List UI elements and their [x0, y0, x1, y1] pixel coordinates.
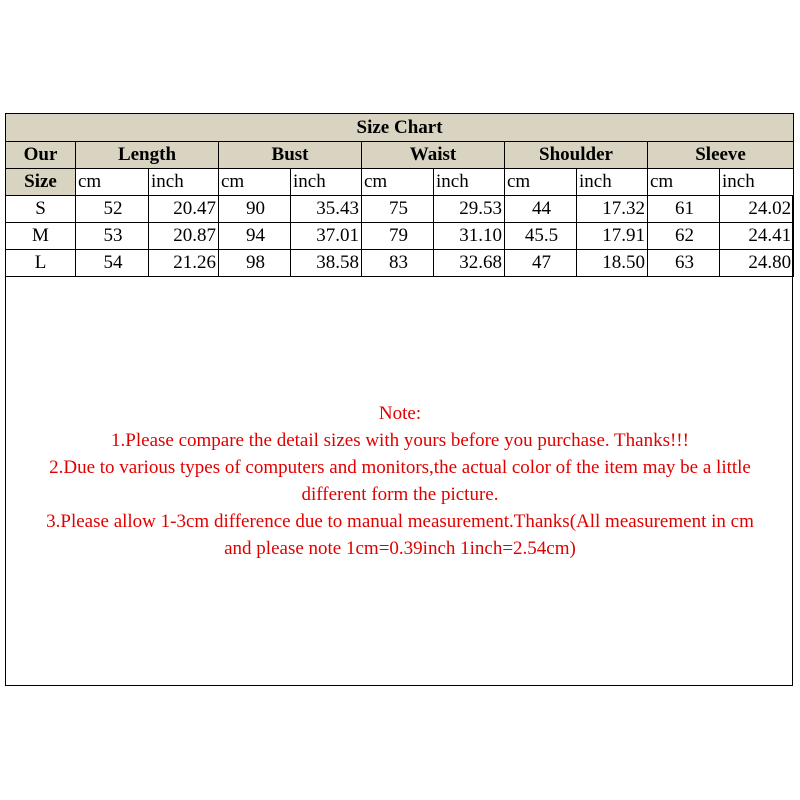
value-cell: 18.50 [577, 250, 648, 277]
size-label: Size [6, 169, 76, 196]
note-block [5, 400, 795, 562]
value-cell: 44 [505, 196, 577, 223]
size-cell: S [6, 196, 76, 223]
value-cell: 24.41 [720, 223, 794, 250]
note-line: 2.Due to various types of computers and monitors,the actual color of the item may be a little [49, 457, 751, 478]
note-heading: Note: [378, 403, 422, 424]
header-row [6, 142, 794, 169]
value-cell: 45.5 [505, 223, 577, 250]
header-waist: Waist [362, 142, 505, 169]
header-sleeve: Sleeve [648, 142, 794, 169]
size-chart-table [5, 113, 794, 277]
value-cell: 35.43 [291, 196, 362, 223]
value-cell: 24.80 [720, 250, 794, 277]
header-bust: Bust [219, 142, 362, 169]
header-length: Length [76, 142, 219, 169]
unit-inch: inch [291, 169, 362, 196]
table-row [6, 223, 794, 250]
value-cell: 62 [648, 223, 720, 250]
unit-cm: cm [76, 169, 149, 196]
table-row [6, 196, 794, 223]
value-cell: 32.68 [434, 250, 505, 277]
value-cell: 29.53 [434, 196, 505, 223]
unit-inch: inch [149, 169, 219, 196]
unit-inch: inch [577, 169, 648, 196]
title-row [6, 114, 794, 142]
value-cell: 20.47 [149, 196, 219, 223]
value-cell: 90 [219, 196, 291, 223]
unit-row [6, 169, 794, 196]
table-title: Size Chart [6, 114, 794, 142]
note-line: 3.Please allow 1-3cm difference due to manual measurement.Thanks(All measurement in cm [46, 511, 754, 532]
unit-cm: cm [648, 169, 720, 196]
unit-cm: cm [362, 169, 434, 196]
value-cell: 75 [362, 196, 434, 223]
value-cell: 38.58 [291, 250, 362, 277]
size-cell: M [6, 223, 76, 250]
value-cell: 20.87 [149, 223, 219, 250]
table-row [6, 250, 794, 277]
value-cell: 61 [648, 196, 720, 223]
note-line: different form the picture. [301, 484, 499, 505]
value-cell: 17.32 [577, 196, 648, 223]
value-cell: 47 [505, 250, 577, 277]
unit-inch: inch [720, 169, 794, 196]
header-shoulder: Shoulder [505, 142, 648, 169]
value-cell: 24.02 [720, 196, 794, 223]
value-cell: 21.26 [149, 250, 219, 277]
note-line: and please note 1cm=0.39inch 1inch=2.54cm) [224, 538, 576, 559]
value-cell: 17.91 [577, 223, 648, 250]
unit-inch: inch [434, 169, 505, 196]
value-cell: 98 [219, 250, 291, 277]
unit-cm: cm [219, 169, 291, 196]
value-cell: 63 [648, 250, 720, 277]
value-cell: 37.01 [291, 223, 362, 250]
value-cell: 54 [76, 250, 149, 277]
value-cell: 94 [219, 223, 291, 250]
our-size-label: Our [6, 142, 76, 169]
note-line: 1.Please compare the detail sizes with yours before you purchase. Thanks!!! [111, 430, 689, 451]
unit-cm: cm [505, 169, 577, 196]
value-cell: 83 [362, 250, 434, 277]
value-cell: 53 [76, 223, 149, 250]
size-cell: L [6, 250, 76, 277]
value-cell: 79 [362, 223, 434, 250]
value-cell: 31.10 [434, 223, 505, 250]
value-cell: 52 [76, 196, 149, 223]
